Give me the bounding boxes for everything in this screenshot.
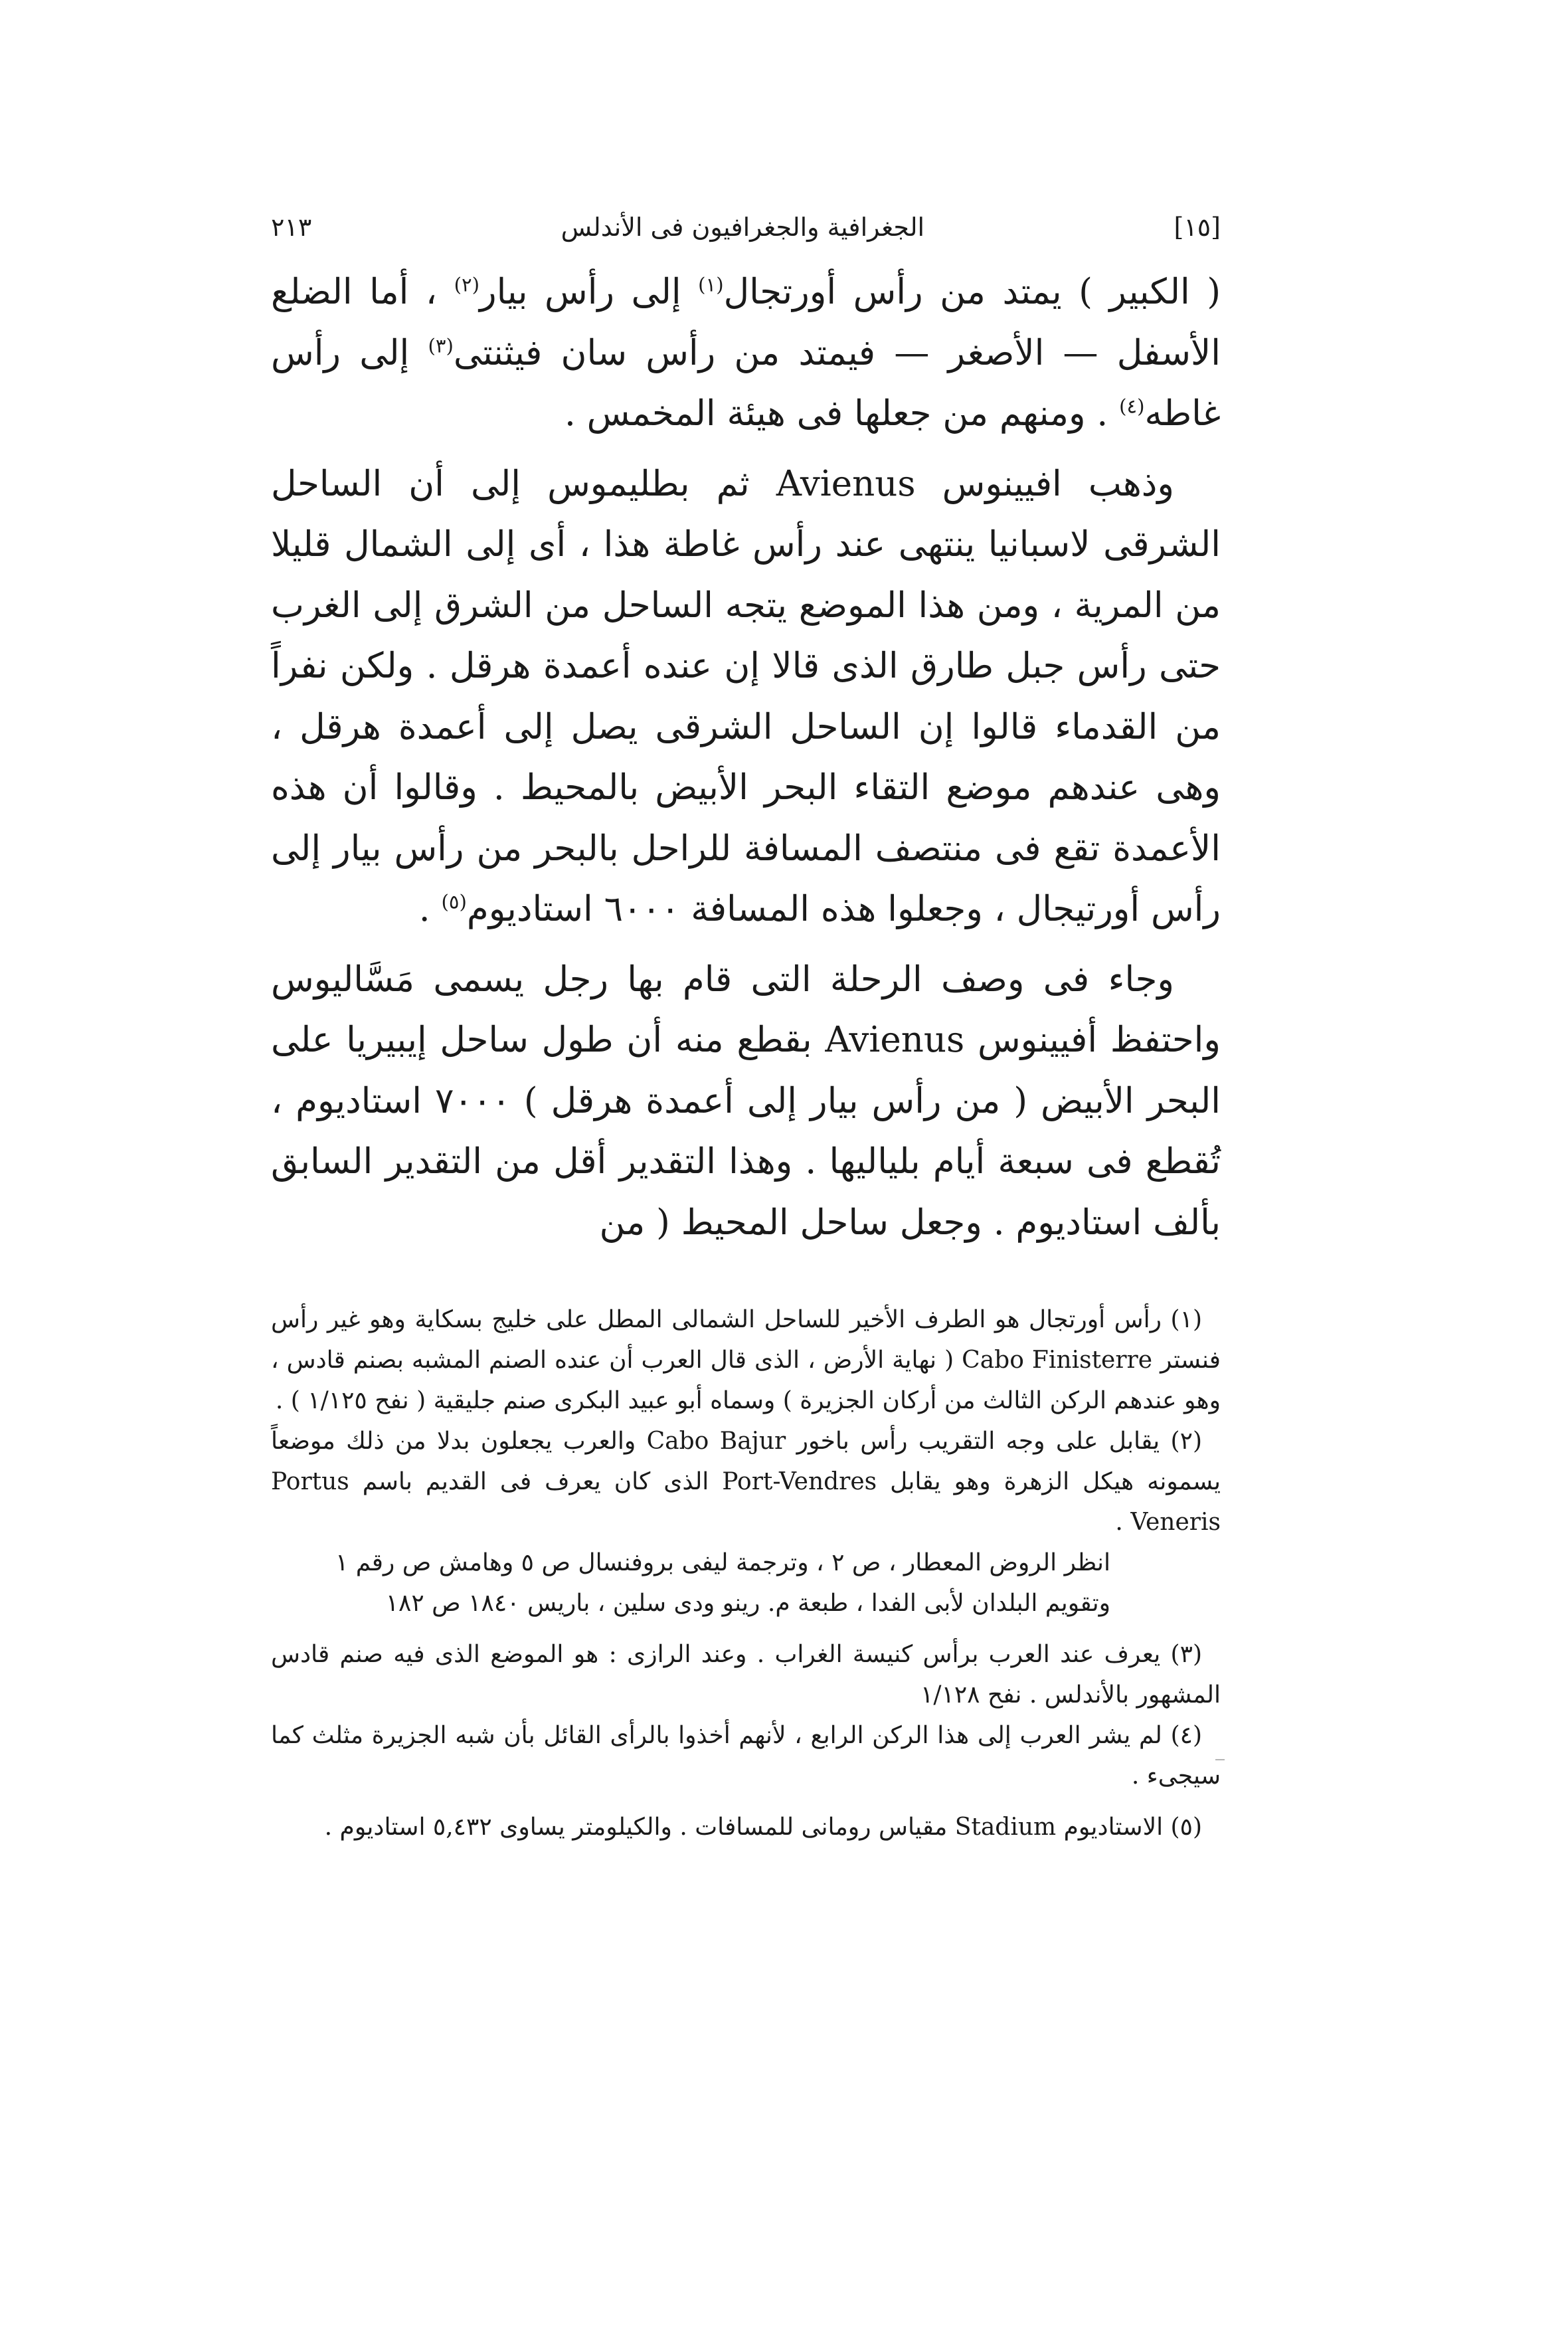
text-run: (٥) الاستاديوم — [1056, 1814, 1202, 1841]
latin-term: Avienus — [825, 1020, 965, 1060]
scan-mark — [1215, 1759, 1225, 1760]
text-run: . ومنهم من جعلها فى هيئة المخمس . — [564, 393, 1120, 434]
text-run: . — [1115, 1509, 1131, 1536]
text-run: الذى كان يعرف فى القديم باسم — [349, 1468, 723, 1495]
text-run: (٢) يقابل على وجه التقريب رأس باخور — [786, 1428, 1202, 1455]
page-number: ٢١٣ — [271, 213, 312, 242]
text-run: ( الكبير ) يمتد من رأس أورتجال — [723, 272, 1221, 312]
text-run: وجاء فى وصف الرحلة التى قام بها رجل يسمى مَسَّاليوس واحتفظ أفيينوس — [271, 959, 1221, 1060]
footnote-ref-1: (١) — [698, 273, 724, 296]
text-run: ( نهاية الأرض ، الذى قال العرب أن عنده الصنم المشبه بصنم قادس ، وهو عندهم الركن الثالث من أركان الجزيرة ) وسماه أبو عبيد البكرى صنم جليقية ( نفح ١/١٢٥ ) . — [271, 1347, 1221, 1414]
paragraph-1 — [271, 262, 1221, 444]
text-run: ثم بطليموس إلى أن الساحل الشرقى لاسبانيا ينتهى عند رأس غاطة هذا ، أى إلى الشمال قليلا من المرية ، ومن هذا الموضع يتجه الساحل من الشرق إلى الغرب حتى رأس جبل طارق الذى قالا إن عنده أعمدة هرقل . ولكن نفراً من القدماء قالوا إن الساحل الشرقى يصل إلى أعمدة هرقل ، وهى عندهم موضع التقاء البحر الأبيض بالمحيط . وقالوا أن هذه الأعمدة تقع فى منتصف المسافة للراحل بالبحر من رأس بيار إلى رأس أورتيجال ، وجعلوا هذه المسافة ٦٠٠٠ استاديوم — [271, 463, 1221, 929]
text-run: بقطع منه أن طول ساحل إيبيريا على البحر الأبيض ( من رأس بيار إلى أعمدة هرقل ) ٧٠٠٠ استاديوم ، تُقطع فى سبعة أيام بلياليها . وهذا التقدير أقل من التقدير السابق بألف استاديوم . وجعل ساحل المحيط ( من — [271, 1020, 1221, 1243]
paragraph-2 — [271, 454, 1221, 940]
running-header — [271, 213, 1221, 252]
footnote-5 — [271, 1807, 1221, 1847]
text-run: ، أما الضلع الأسفل — الأصغر — فيمتد من رأس سان فيثنتى — [271, 272, 1221, 373]
footnote-1 — [271, 1299, 1221, 1421]
main-text — [271, 262, 1221, 1253]
text-run: . — [418, 889, 442, 929]
footnote-2-reference-1: انظر الروض المعطار ، ص ٢ ، وترجمة ليفى بروفنسال ص ٥ وهامش ص رقم ١ — [335, 1549, 1110, 1576]
latin-term: Stadium — [954, 1814, 1057, 1841]
book-page — [271, 213, 1221, 1847]
footnote-ref-3: (٣) — [428, 333, 454, 357]
footnote-ref-5: (٥) — [441, 890, 467, 913]
footnote-2-reference-2: وتقويم البلدان لأبى الفدا ، طبعة م. رينو ودى سلين ، باريس ١٨٤٠ ص ١٨٢ — [385, 1590, 1110, 1617]
latin-term: Portus Veneris — [271, 1468, 1221, 1536]
footnote-4: (٤) لم يشر العرب إلى هذا الركن الرابع ، لأنهم أخذوا بالرأى القائل بأن شبه الجزيرة مثلث كما سيجىء . — [271, 1722, 1221, 1790]
latin-term: Cabo Finisterre — [962, 1347, 1153, 1374]
text-run: مقياس رومانى للمسافات . والكيلومتر يساوى ٥,٤٣٢ استاديوم . — [324, 1814, 955, 1841]
latin-term: Port-Vendres — [722, 1468, 877, 1495]
running-title: الجغرافية والجغرافيون فى الأندلس — [561, 213, 925, 242]
text-run: (١) رأس أورتجال هو الطرف الأخير للساحل الشمالى المطل على خليج بسكاية وهو غير رأس فنستر — [271, 1306, 1221, 1374]
latin-term: Cabo Bajur — [646, 1428, 786, 1455]
footnote-2 — [271, 1421, 1221, 1542]
text-run: وذهب افيينوس — [915, 463, 1175, 504]
footnote-ref-2: (٢) — [454, 273, 479, 296]
text-run: إلى رأس غاطه — [271, 332, 1221, 434]
footnote-ref-4: (٤) — [1119, 395, 1145, 418]
footnote-3: (٣) يعرف عند العرب برأس كنيسة الغراب . وعند الرازى : هو الموضع الذى فيه صنم قادس المشهور بالأندلس . نفح ١/١٢٨ — [271, 1641, 1221, 1709]
footnotes — [271, 1299, 1221, 1847]
text-run: والعرب يجعلون بدلا من ذلك موضعاً يسمونه هيكل الزهرة وهو يقابل — [271, 1428, 1221, 1495]
text-run: إلى رأس بيار — [479, 272, 699, 312]
paragraph-3 — [271, 949, 1221, 1254]
latin-term: Avienus — [776, 463, 916, 504]
section-number: [١٥] — [1174, 213, 1221, 242]
